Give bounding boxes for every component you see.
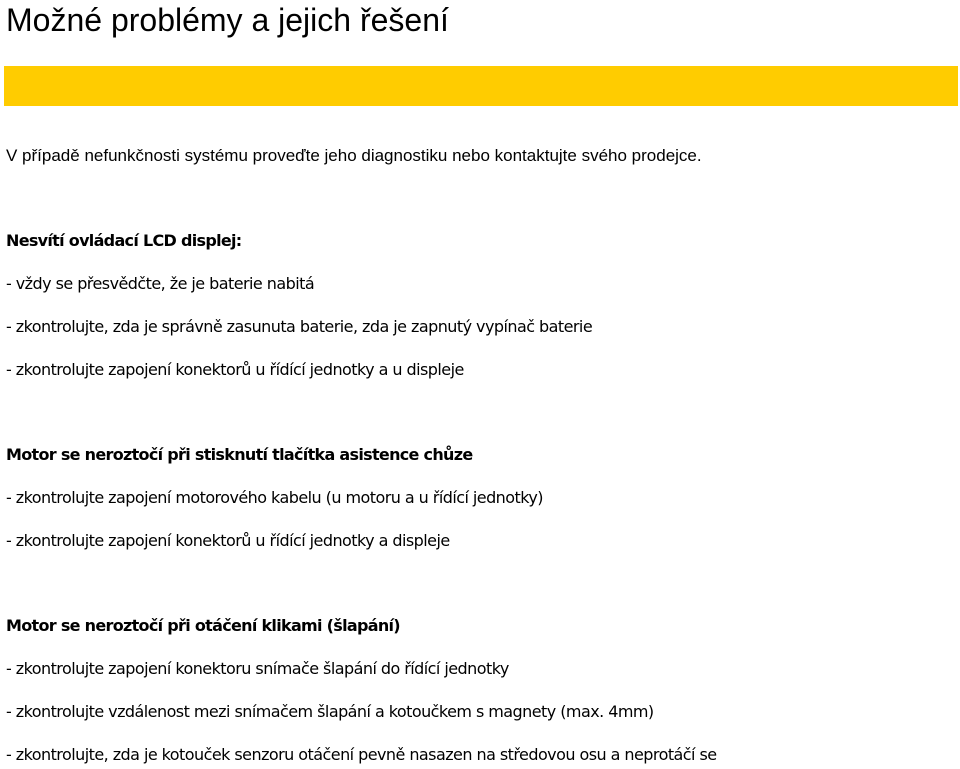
accent-bar [4, 66, 958, 106]
intro-text: V případě nefunkčnosti systému proveďte jeho diagnostiku nebo kontaktujte svého prodejce. [6, 146, 702, 165]
list-item: - zkontrolujte, zda je správně zasunuta baterie, zda je zapnutý vypínač baterie [6, 317, 593, 336]
list-item: - zkontrolujte zapojení konektorů u řídící jednotky a u displeje [6, 360, 464, 379]
section-heading-walk-assist: Motor se neroztočí při stisknutí tlačítka asistence chůze [6, 445, 473, 464]
list-item: - zkontrolujte zapojení konektoru snímače šlapání do řídící jednotky [6, 659, 509, 678]
list-item: - zkontrolujte zapojení motorového kabelu (u motoru a u řídící jednotky) [6, 488, 543, 507]
list-item: - zkontrolujte vzdálenost mezi snímačem šlapání a kotoučkem s magnety (max. 4mm) [6, 702, 654, 721]
section-heading-pedaling: Motor se neroztočí při otáčení klikami (šlapání) [6, 616, 400, 635]
list-item: - zkontrolujte zapojení konektorů u řídící jednotky a displeje [6, 531, 450, 550]
page-title: Možné problémy a jejich řešení [6, 2, 449, 38]
list-item: - zkontrolujte, zda je kotouček senzoru otáčení pevně nasazen na středovou osu a neprotáčí se [6, 745, 717, 764]
section-heading-lcd: Nesvítí ovládací LCD displej: [6, 231, 242, 250]
list-item: - vždy se přesvědčte, že je baterie nabitá [6, 274, 315, 293]
